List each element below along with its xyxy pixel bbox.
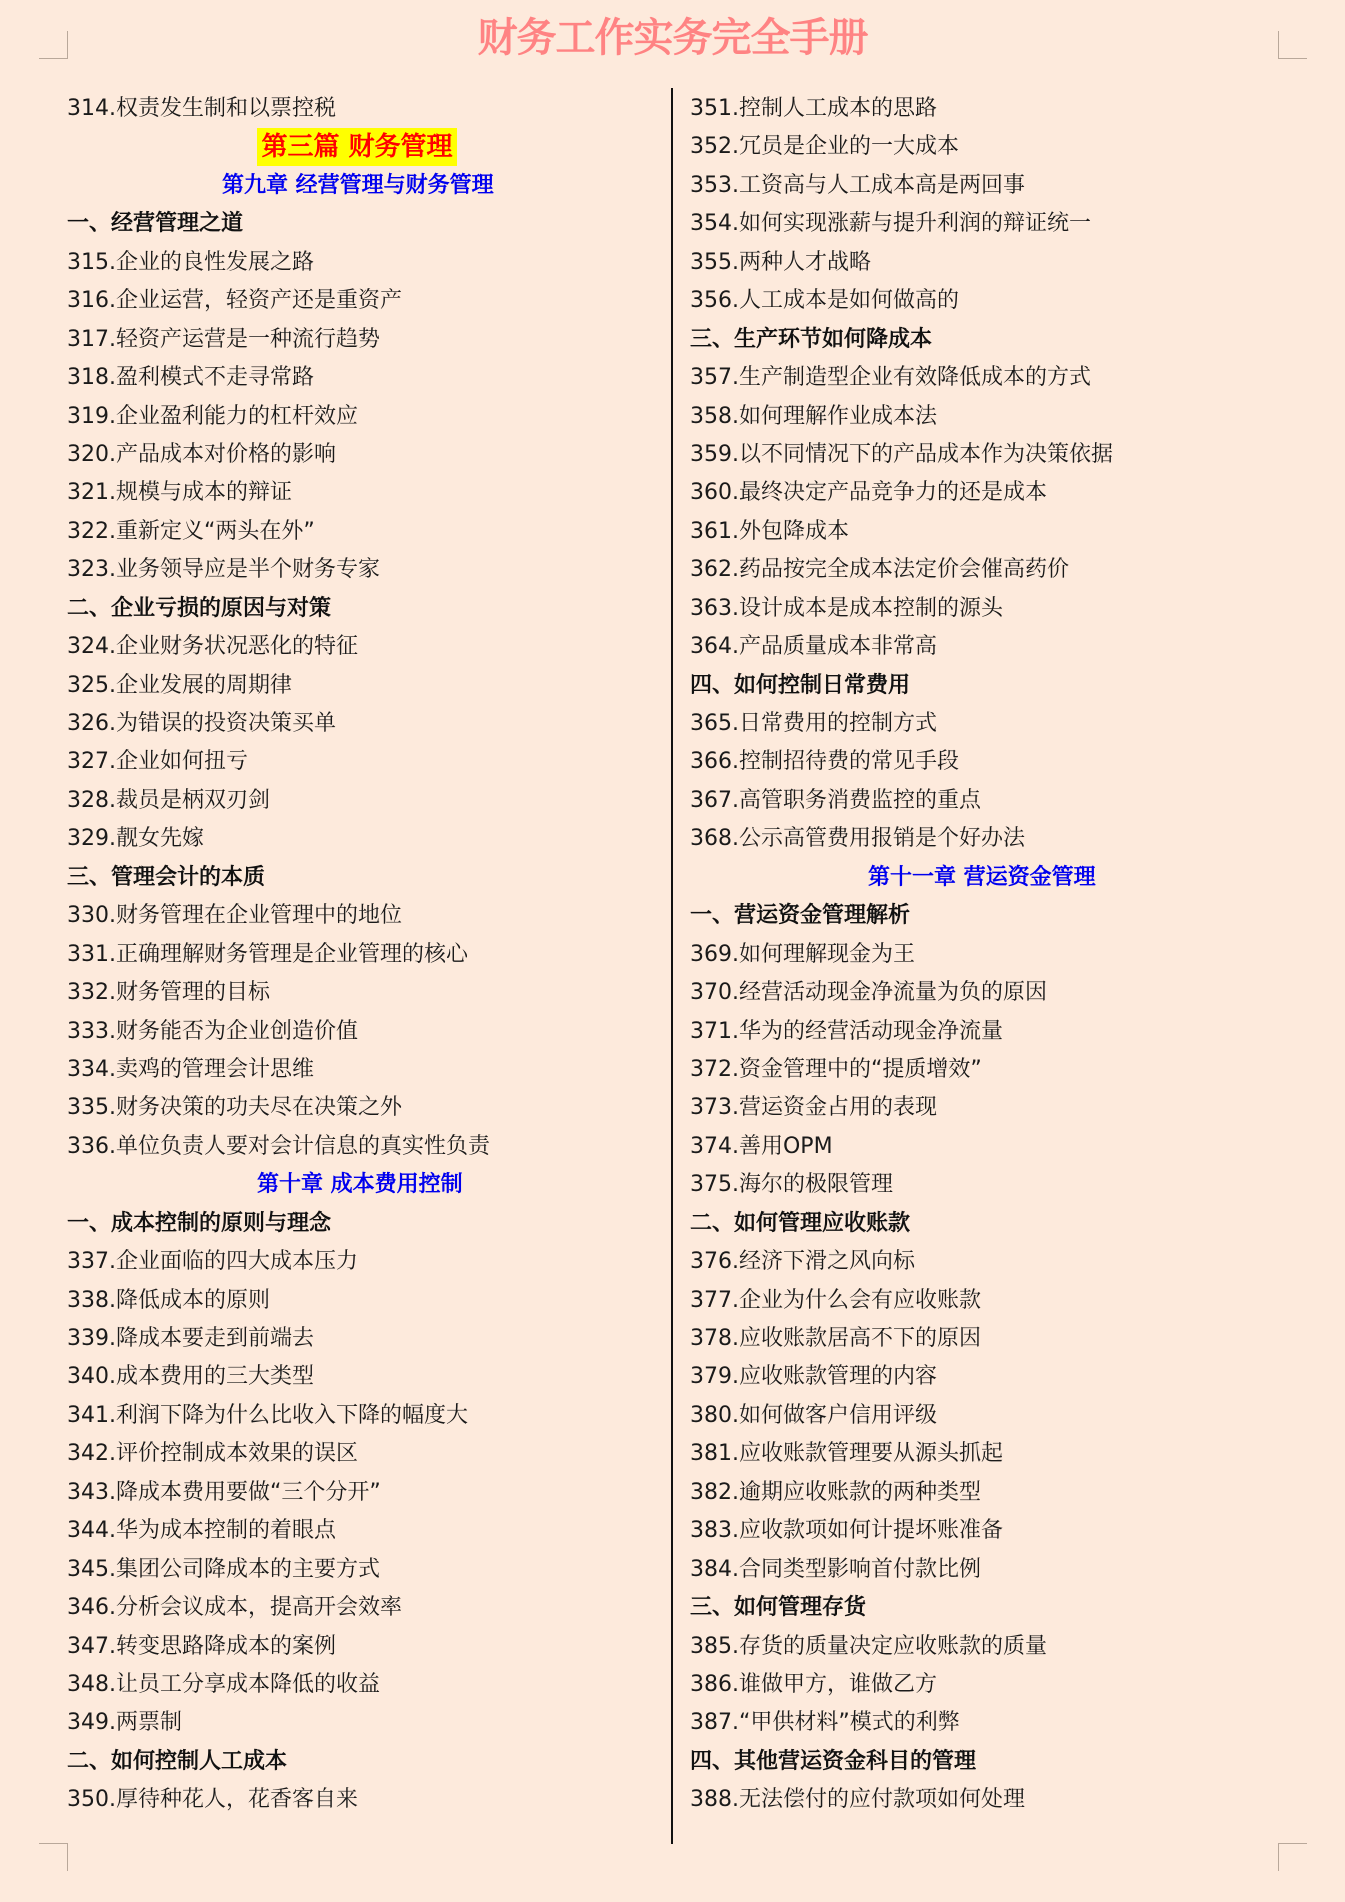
toc-item: 340.成本费用的三大类型 xyxy=(67,1364,314,1390)
toc-item: 329.靓女先嫁 xyxy=(67,826,204,852)
crop-mark-top-left xyxy=(39,31,68,59)
toc-item: 370.经营活动现金净流量为负的原因 xyxy=(690,980,1047,1006)
toc-item: 362.药品按完全成本法定价会催高药价 xyxy=(690,557,1069,583)
toc-right-column xyxy=(690,90,1280,1820)
toc-item: 314.权责发生制和以票控税 xyxy=(67,96,336,121)
toc-item: 383.应收款项如何计提坏账准备 xyxy=(690,1518,1003,1544)
toc-item: 348.让员工分享成本降低的收益 xyxy=(67,1671,380,1697)
toc-item: 361.外包降成本 xyxy=(690,518,849,544)
toc-left-column xyxy=(67,90,647,1820)
toc-item: 354.如何实现涨薪与提升利润的辩证统一 xyxy=(690,211,1091,237)
toc-item: 372.资金管理中的“提质增效” xyxy=(690,1056,982,1082)
toc-item: 323.业务领导应是半个财务专家 xyxy=(67,557,380,583)
toc-item: 378.应收账款居高不下的原因 xyxy=(690,1326,981,1351)
toc-item: 327.企业如何扭亏 xyxy=(67,749,248,775)
toc-item: 334.卖鸡的管理会计思维 xyxy=(67,1056,314,1082)
toc-item: 326.为错误的投资决策买单 xyxy=(67,711,336,736)
crop-mark-bottom-left xyxy=(39,1843,68,1871)
toc-item: 338.降低成本的原则 xyxy=(67,1287,270,1313)
toc-item: 388.无法偿付的应付款项如何处理 xyxy=(690,1787,1025,1813)
toc-item: 328.裁员是柄双刃剑 xyxy=(67,787,270,813)
section-heading: 二、如何控制人工成本 xyxy=(67,1748,288,1774)
toc-item: 343.降成本费用要做“三个分开” xyxy=(67,1479,381,1505)
toc-item: 364.产品质量成本非常高 xyxy=(690,634,937,660)
toc-item: 373.营运资金占用的表现 xyxy=(690,1095,937,1121)
chapter-heading: 第十章 成本费用控制 xyxy=(257,1172,463,1198)
toc-item: 382.逾期应收账款的两种类型 xyxy=(690,1479,981,1505)
toc-item: 381.应收账款管理要从源头抓起 xyxy=(690,1441,1003,1467)
toc-item: 324.企业财务状况恶化的特征 xyxy=(67,634,358,660)
section-heading: 二、企业亏损的原因与对策 xyxy=(67,595,332,621)
toc-item: 357.生产制造型企业有效降低成本的方式 xyxy=(690,365,1091,391)
toc-item: 315.企业的良性发展之路 xyxy=(67,249,314,275)
toc-item: 352.冗员是企业的一大成本 xyxy=(690,134,959,160)
column-divider xyxy=(671,88,673,1844)
section-heading: 一、营运资金管理解析 xyxy=(690,903,911,929)
toc-item: 337.企业面临的四大成本压力 xyxy=(67,1249,358,1275)
toc-item: 360.最终决定产品竞争力的还是成本 xyxy=(690,480,1047,506)
section-heading: 一、经营管理之道 xyxy=(67,211,244,237)
toc-item: 325.企业发展的周期律 xyxy=(67,672,292,698)
chapter-heading-row xyxy=(690,859,1280,897)
toc-item: 374.善用OPM xyxy=(690,1133,833,1159)
toc-item: 369.如何理解现金为王 xyxy=(690,941,915,967)
toc-item: 320.产品成本对价格的影响 xyxy=(67,441,336,467)
section-heading: 三、生产环节如何降成本 xyxy=(690,326,933,352)
toc-item: 351.控制人工成本的思路 xyxy=(690,96,937,121)
toc-item: 349.两票制 xyxy=(67,1710,182,1736)
toc-item: 368.公示高管费用报销是个好办法 xyxy=(690,826,1025,852)
toc-item: 330.财务管理在企业管理中的地位 xyxy=(67,903,402,929)
toc-item: 379.应收账款管理的内容 xyxy=(690,1364,937,1390)
toc-item: 350.厚待种花人，花香客自来 xyxy=(67,1787,358,1813)
toc-item: 358.如何理解作业成本法 xyxy=(690,403,937,429)
toc-item: 377.企业为什么会有应收账款 xyxy=(690,1287,981,1313)
toc-item: 387.“甲供材料”模式的利弊 xyxy=(690,1710,960,1736)
toc-item: 336.单位负责人要对会计信息的真实性负责 xyxy=(67,1133,490,1159)
toc-item: 355.两种人才战略 xyxy=(690,249,871,275)
toc-item: 367.高管职务消费监控的重点 xyxy=(690,787,981,813)
toc-item: 346.分析会议成本，提高开会效率 xyxy=(67,1595,402,1621)
document-title: 财务工作实务完全手册 xyxy=(477,15,868,61)
toc-item: 371.华为的经营活动现金净流量 xyxy=(690,1018,1003,1044)
toc-item: 341.利润下降为什么比收入下降的幅度大 xyxy=(67,1402,468,1428)
toc-item: 319.企业盈利能力的杠杆效应 xyxy=(67,403,358,429)
toc-item: 342.评价控制成本效果的误区 xyxy=(67,1441,358,1467)
toc-item: 386.谁做甲方，谁做乙方 xyxy=(690,1671,937,1697)
toc-item: 335.财务决策的功夫尽在决策之外 xyxy=(67,1095,402,1121)
toc-item: 375.海尔的极限管理 xyxy=(690,1172,893,1198)
section-heading: 三、管理会计的本质 xyxy=(67,864,266,890)
toc-item: 344.华为成本控制的着眼点 xyxy=(67,1518,336,1544)
section-heading: 一、成本控制的原则与理念 xyxy=(67,1210,332,1236)
toc-item: 331.正确理解财务管理是企业管理的核心 xyxy=(67,941,468,967)
toc-item: 321.规模与成本的辩证 xyxy=(67,480,292,506)
toc-item: 339.降成本要走到前端去 xyxy=(67,1326,314,1351)
crop-mark-top-right xyxy=(1278,31,1307,59)
chapter-heading-row xyxy=(67,167,647,205)
part-heading-row xyxy=(67,128,647,166)
section-heading: 三、如何管理存货 xyxy=(690,1595,867,1621)
chapter-heading: 第九章 经营管理与财务管理 xyxy=(222,172,494,198)
toc-item: 376.经济下滑之风向标 xyxy=(690,1249,915,1275)
section-heading: 二、如何管理应收账款 xyxy=(690,1210,911,1236)
toc-item: 353.工资高与人工成本高是两回事 xyxy=(690,172,1025,198)
toc-item: 333.财务能否为企业创造价值 xyxy=(67,1018,358,1044)
toc-item: 363.设计成本是成本控制的源头 xyxy=(690,595,1003,621)
toc-item: 347.转变思路降成本的案例 xyxy=(67,1633,336,1659)
toc-item: 380.如何做客户信用评级 xyxy=(690,1402,937,1428)
toc-item: 316.企业运营，轻资产还是重资产 xyxy=(67,288,402,314)
part-heading: 第三篇 财务管理 xyxy=(257,128,456,166)
toc-item: 332.财务管理的目标 xyxy=(67,980,270,1006)
crop-mark-bottom-right xyxy=(1278,1843,1307,1871)
section-heading: 四、其他营运资金科目的管理 xyxy=(690,1748,977,1774)
toc-item: 385.存货的质量决定应收账款的质量 xyxy=(690,1633,1047,1659)
toc-item: 365.日常费用的控制方式 xyxy=(690,711,937,736)
toc-item: 384.合同类型影响首付款比例 xyxy=(690,1556,981,1582)
section-heading: 四、如何控制日常费用 xyxy=(690,672,911,698)
toc-item: 317.轻资产运营是一种流行趋势 xyxy=(67,326,380,352)
toc-item: 359.以不同情况下的产品成本作为决策依据 xyxy=(690,441,1113,467)
toc-item: 322.重新定义“两头在外” xyxy=(67,518,315,544)
toc-item: 318.盈利模式不走寻常路 xyxy=(67,365,314,391)
chapter-heading-row xyxy=(67,1166,647,1204)
toc-item: 345.集团公司降成本的主要方式 xyxy=(67,1556,380,1582)
toc-item: 366.控制招待费的常见手段 xyxy=(690,749,959,775)
chapter-heading: 第十一章 营运资金管理 xyxy=(868,864,1096,890)
toc-item: 356.人工成本是如何做高的 xyxy=(690,288,959,314)
